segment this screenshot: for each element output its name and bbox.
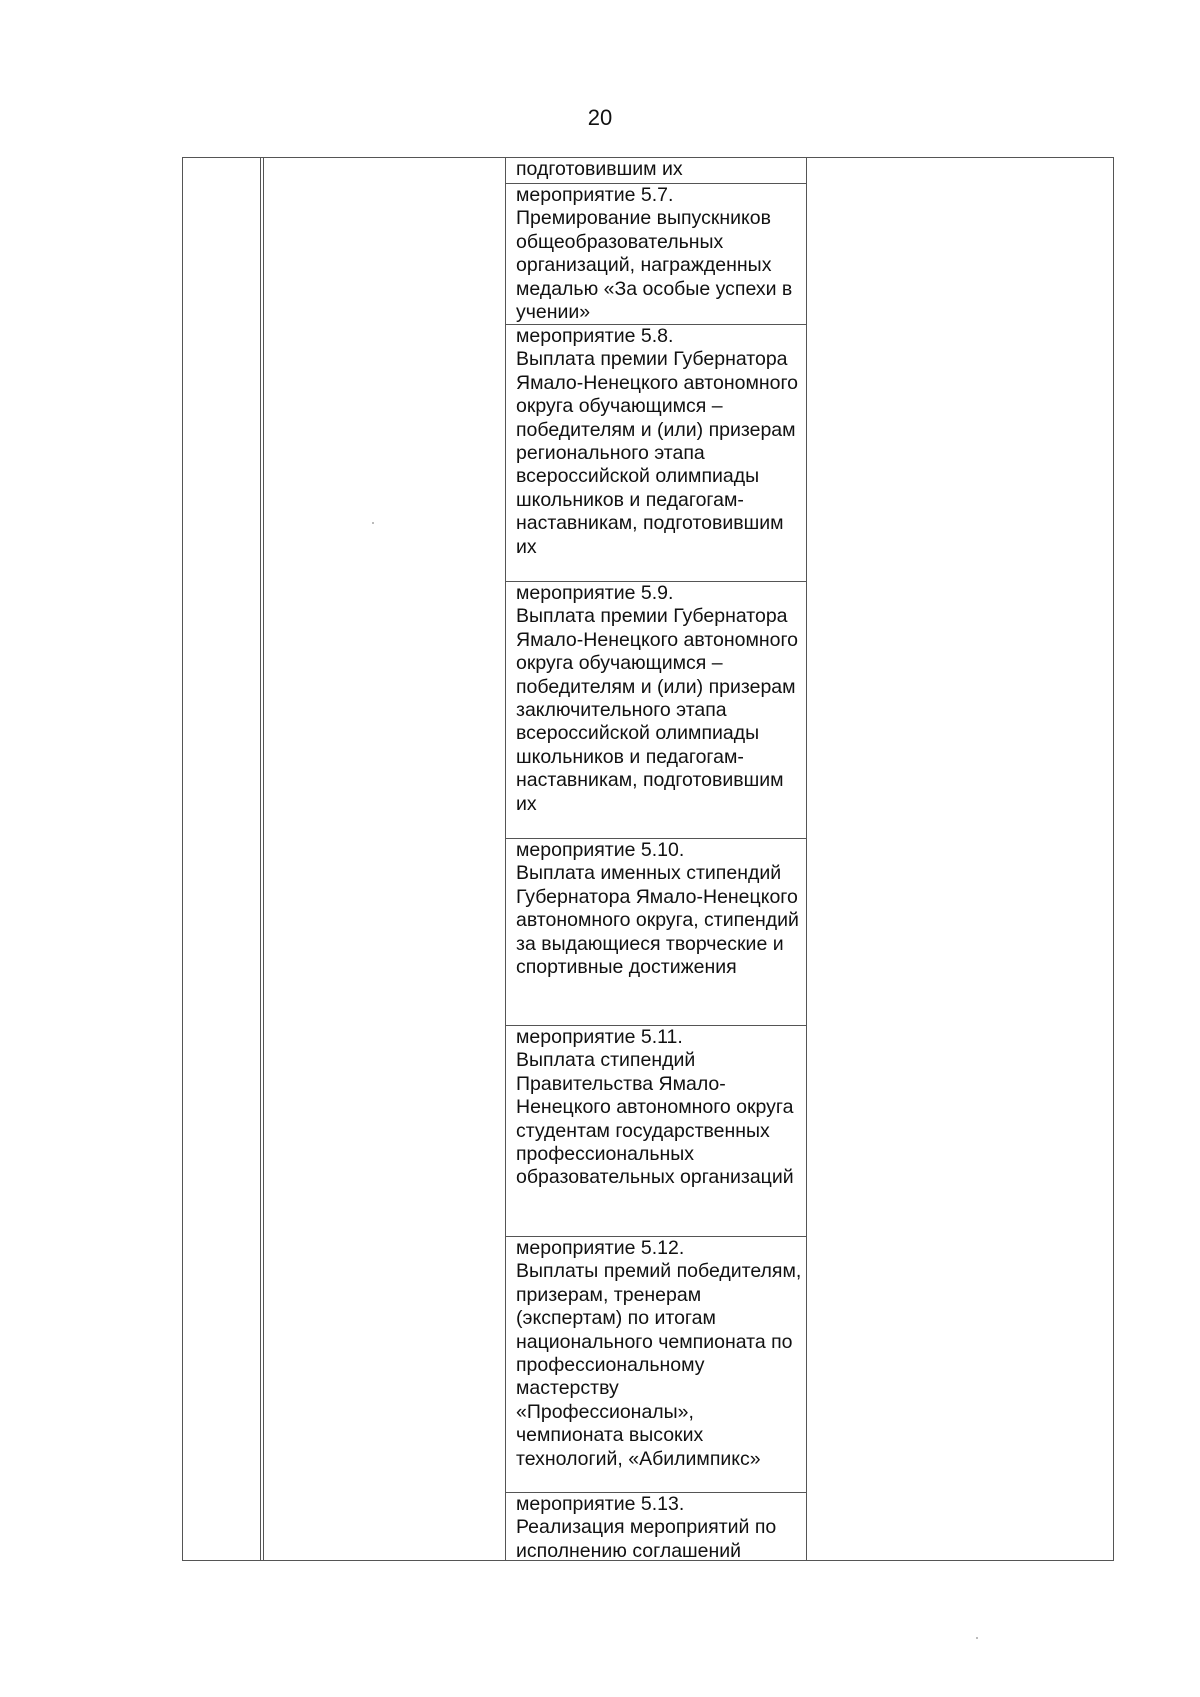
table	[182, 157, 1114, 1561]
scan-speck	[372, 522, 374, 524]
table-cell-measure-5-10	[505, 839, 807, 1026]
cell-text: подготовившим их	[516, 158, 683, 180]
table-cell-measure-5-11	[505, 1026, 807, 1237]
table-cell-measure-5-12	[505, 1237, 807, 1493]
column-divider-1-inner	[263, 158, 264, 1560]
table-cell-measure-5-7	[505, 184, 807, 325]
cell-text: мероприятие 5.8. Выплата премии Губернатора Ямало-Ненецкого автономного округа обучающимся – победителям и (или) призерам регионального этапа всероссийской олимпиады школьников и педагогам-наставникам, подготовившим их	[516, 325, 799, 558]
cell-text: мероприятие 5.9. Выплата премии Губернатора Ямало-Ненецкого автономного округа обучающимся – победителям и (или) призерам заключительного этапа всероссийской олимпиады школьников и педагогам-наставникам, подготовившим их	[516, 582, 799, 815]
table-cell-measure-5-13	[505, 1493, 807, 1561]
cell-text: мероприятие 5.12. Выплаты премий победителям, призерам, тренерам (экспертам) по итогам национального чемпионата по профессиональному мастерству «Профессионалы», чемпионата высоких технологий, «Абилимпикс»	[516, 1237, 802, 1470]
column-divider-1	[260, 158, 261, 1560]
page-number: 20	[587, 105, 613, 130]
cell-text: мероприятие 5.10. Выплата именных стипендий Губернатора Ямало-Ненецкого автономного округа, стипендий за выдающиеся творческие и спортивные достижения	[516, 839, 799, 979]
cell-text: мероприятие 5.13. Реализация мероприятий по исполнению соглашений	[516, 1493, 777, 1561]
table-cell-continuation	[505, 158, 807, 184]
cell-text: мероприятие 5.11. Выплата стипендий Правительства Ямало-Ненецкого автономного округа студентам государственных профессиональных образовательных организаций	[516, 1026, 794, 1189]
table-cell-measure-5-8	[505, 325, 807, 582]
scan-speck	[976, 1637, 978, 1639]
cell-text: мероприятие 5.7. Премирование выпускников общеобразовательных организаций, награжденных медалью «За особые успехи в учении»	[516, 184, 793, 324]
table-cell-measure-5-9	[505, 582, 807, 839]
